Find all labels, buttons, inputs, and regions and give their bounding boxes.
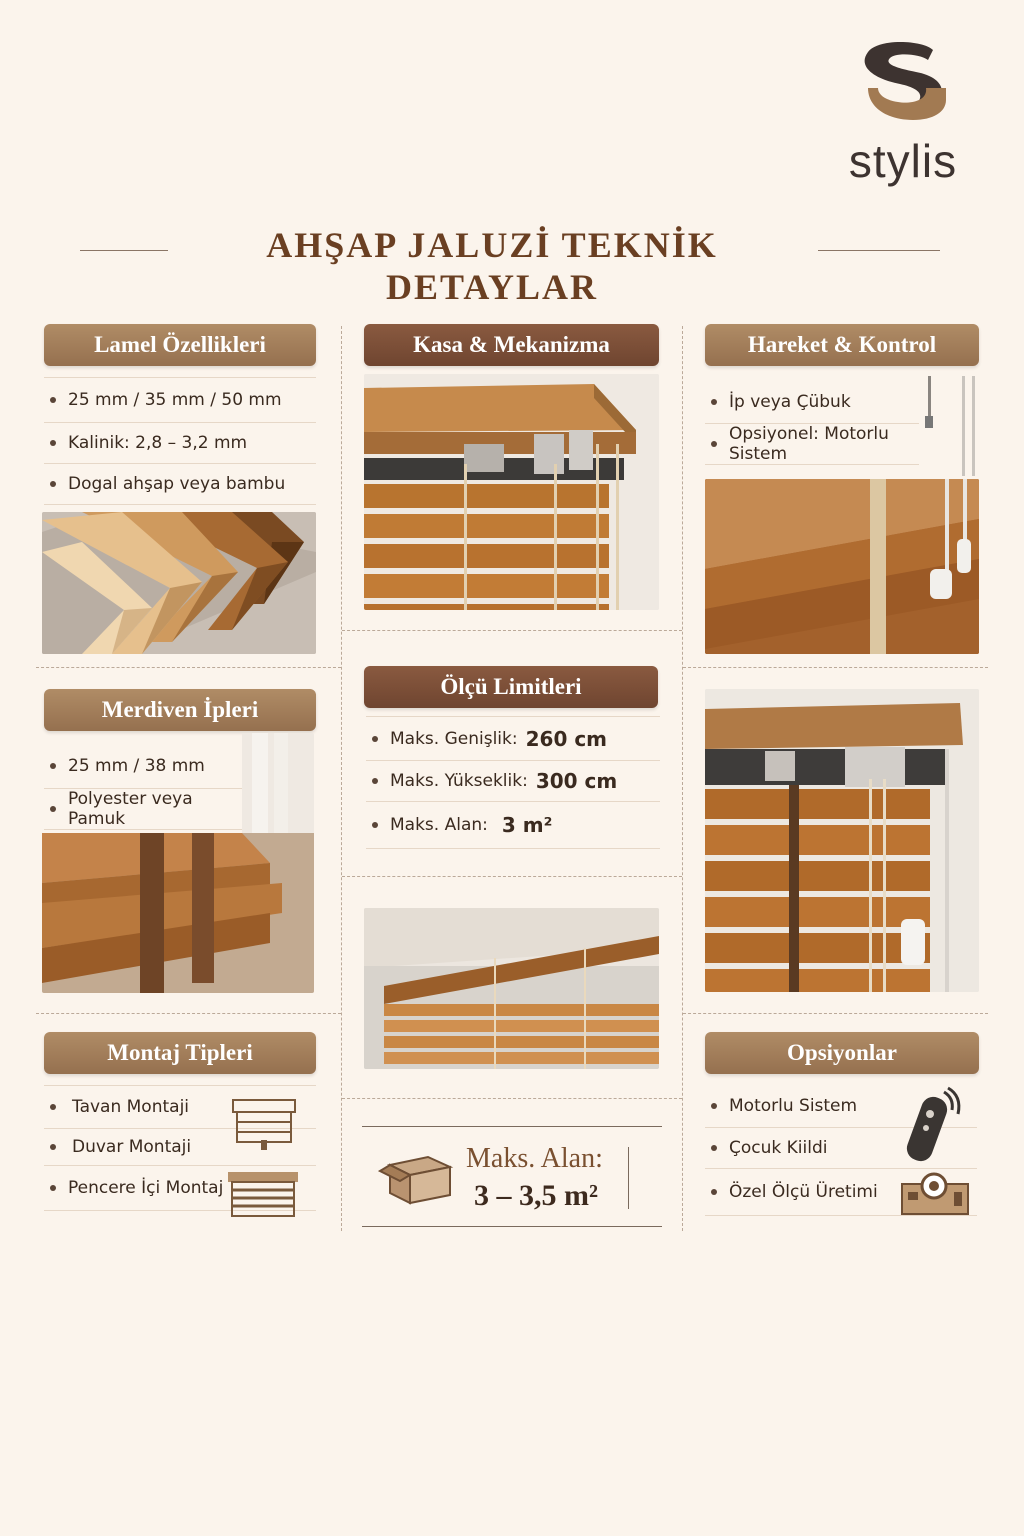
title-rule-left [80,250,168,251]
column-divider-1 [341,326,342,1231]
list-item: Motorlu Sistem [705,1085,977,1127]
olcu-list [366,716,660,849]
max-area-label: Maks. Alan: [466,1143,603,1174]
merdiven-header: Merdiven İpleri [44,689,316,731]
remote-icon [900,1086,964,1166]
list-item: 25 mm / 38 mm [44,744,246,788]
list-item: Maks. Alan: 3 m² [366,801,660,849]
lamel-header: Lamel Özellikleri [44,324,316,366]
row-divider [683,667,988,668]
montaj-header: Montaj Tipleri [44,1032,316,1074]
hareket-list [705,381,919,465]
hareket-header: Hareket & Kontrol [705,324,979,366]
hareket-control-image [705,479,979,654]
kasa-mechanism-image [364,374,659,610]
row-divider [36,667,341,668]
brand-name: stylis [848,135,958,187]
ladder-tape-image [42,733,314,993]
window-mount-icon [228,1170,298,1218]
list-item: Kalinik: 2,8 – 3,2 mm [44,422,316,463]
divider [628,1147,629,1209]
motor-mechanism-image [705,689,979,992]
list-item: Maks. Yükseklik: 300 cm [366,760,660,801]
list-item: 25 mm / 35 mm / 50 mm [44,377,316,422]
opsiyonlar-header: Opsiyonlar [705,1032,979,1074]
list-item: Maks. Genişlik: 260 cm [366,716,660,760]
row-divider [342,1098,682,1099]
box-icon [378,1147,458,1207]
row-divider [342,630,682,631]
row-divider [342,876,682,877]
wand-rods-image [924,376,979,476]
list-item: Tavan Montaji [44,1085,316,1128]
list-item: İp veya Çübuk [705,381,919,423]
stylis-logo [838,38,968,188]
machine-icon [900,1170,970,1218]
list-item: Çocuk Kiildi [705,1127,977,1168]
row-divider [36,1013,341,1014]
list-item: Duvar Montaji [44,1128,316,1165]
row-divider [683,1013,988,1014]
kasa-header: Kasa & Mekanizma [364,324,659,366]
window-blind-image [364,908,659,1069]
list-item: Pencere İçi Montaj [44,1165,316,1211]
title-rule-right [818,250,940,251]
list-item: Polyester veya Pamuk [44,788,246,830]
column-divider-2 [682,326,683,1231]
ceiling-mount-icon [231,1096,297,1152]
logo-s-mark-icon [838,38,968,138]
list-item: Dogal ahşap veya bambu [44,463,316,505]
lamel-list [44,377,316,505]
list-item: Opsiyonel: Motorlu Sistem [705,423,919,465]
lamel-wood-samples-image [42,512,316,654]
max-area-box [362,1126,662,1227]
page-title: AHŞAP JALUZİ TEKNİK DETAYLAR [266,225,718,307]
list-item: Özel Ölçü Üretimi [705,1168,977,1216]
max-area-value: 3 – 3,5 m² [474,1179,598,1212]
olcu-header: Ölçü Limitleri [364,666,658,708]
